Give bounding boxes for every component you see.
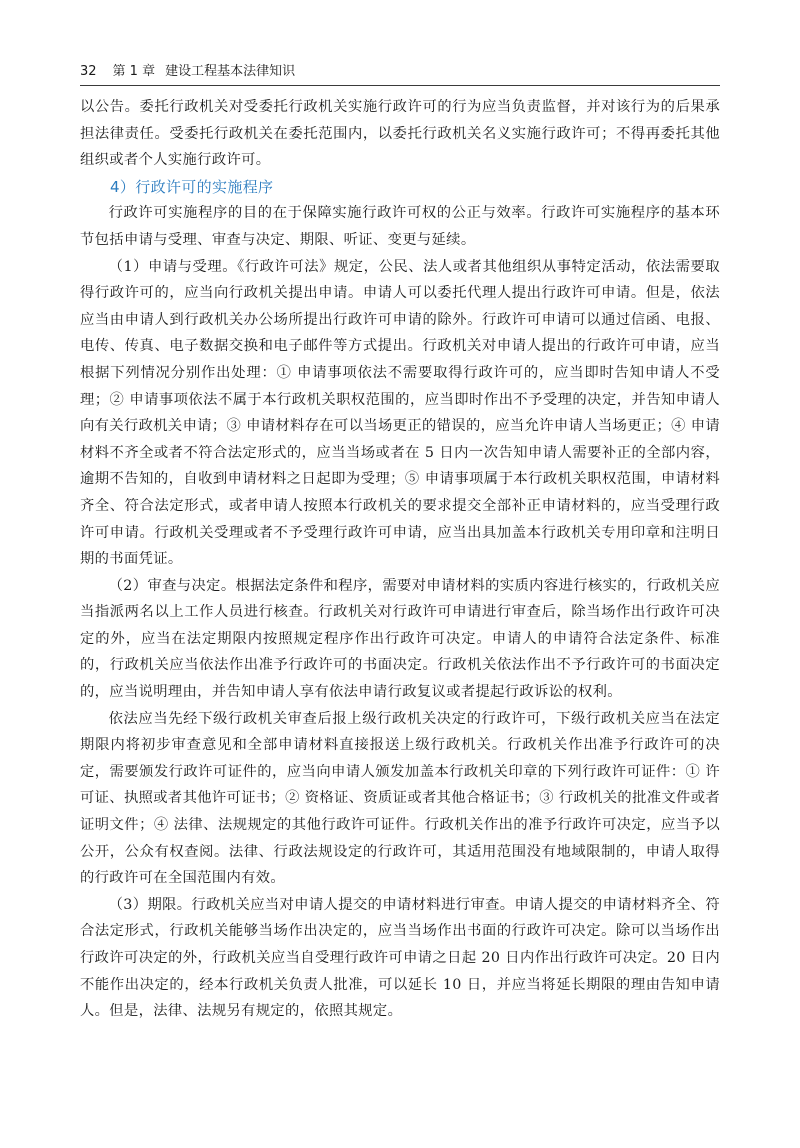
chapter-title: 建设工程基本法律知识 [165,64,296,79]
paragraph-continuation: 以公告。委托行政机关对受委托行政机关实施行政许可的行为应当负责监督，并对该行为的后果承担法律责任。受委托行政机关在委托范围内，以委托行政机关名义实施行政许可；不得再委托其他组织或者个人实施行政许可。 [80,99,720,169]
section-heading: 4）行政许可的实施程序 [110,177,274,196]
body-text [80,94,720,1025]
paragraph-review-continued: 依法应当先经下级行政机关审查后报上级行政机关决定的行政许可，下级行政机关应当在法定期限内将初步审查意见和全部申请材料直接报送上级行政机关。行政机关作出准予行政许可的决定，需要颁发行政许可证件的，应当向申请人颁发加盖本行政机关印章的下列行政许可证件：① 许可证、执照或者其他许可证书；② 资格证、资质证或者其他合格证书；③ 行政机关的批准文件或者证明文件；④ 法律、法规规定的其他行政许可证件。行政机关作出的准予行政许可决定，应当予以公开，公众有权查阅。法律、行政法规设定的行政许可，其适用范围没有地域限制的，申请人取得的行政许可在全国范围内有效。 [80,710,720,887]
paragraph-intro: 行政许可实施程序的目的在于保障实施行政许可权的公正与效率。行政许可实施程序的基本环节包括申请与受理、审查与决定、期限、听证、变更与延续。 [80,205,720,248]
paragraph-time-limit: （3）期限。行政机关应当对申请人提交的申请材料进行审查。申请人提交的申请材料齐全、符合法定形式，行政机关能够当场作出决定的，应当当场作出书面的行政许可决定。除可以当场作出行政许可决定的外，行政机关应当自受理行政许可申请之日起 20 日内作出行政许可决定。20 日内不能作出决定的，经本行政机关负责人批准，可以延长 10 日，并应当将延长期限的理由告知申请人。但是，法律、法规另有规定的，依照其规定。 [80,896,720,1020]
running-header [80,58,720,86]
paragraph-review: （2）审查与决定。根据法定条件和程序，需要对申请材料的实质内容进行核实的，行政机关应当指派两名以上工作人员进行核查。行政机关对行政许可申请进行审查后，除当场作出行政许可决定的外，应当在法定期限内按照规定程序作出行政许可决定。申请人的申请符合法定条件、标准的，行政机关应当依法作出准予行政许可的书面决定。行政机关依法作出不予行政许可的书面决定的，应当说明理由，并告知申请人享有依法申请行政复议或者提起行政诉讼的权利。 [80,577,720,701]
page-number: 32 [80,64,97,79]
chapter-label: 第 1 章 [112,64,156,79]
paragraph-application: （1）申请与受理。《行政许可法》规定，公民、法人或者其他组织从事特定活动，依法需要取得行政许可的，应当向行政机关提出申请。申请人可以委托代理人提出行政许可申请。但是，依法应当由申请人到行政机关办公场所提出行政许可申请的除外。行政许可申请可以通过信函、电报、电传、传真、电子数据交换和电子邮件等方式提出。行政机关对申请人提出的行政许可申请，应当根据下列情况分别作出处理：① 申请事项依法不需要取得行政许可的，应当即时告知申请人不受理；② 申请事项依法不属于本行政机关职权范围的，应当即时作出不予受理的决定，并告知申请人向有关行政机关申请；③ 申请材料存在可以当场更正的错误的，应当允许申请人当场更正；④ 申请材料不齐全或者不符合法定形式的，应当当场或者在 5 日内一次告知申请人需要补正的全部内容，逾期不告知的，自收到申请材料之日起即为受理；⑤ 申请事项属于本行政机关职权范围，申请材料齐全、符合法定形式，或者申请人按照本行政机关的要求提交全部补正申请材料的，应当受理行政许可申请。行政机关受理或者不予受理行政许可申请，应当出具加盖本行政机关专用印章和注明日期的书面凭证。 [80,258,720,568]
